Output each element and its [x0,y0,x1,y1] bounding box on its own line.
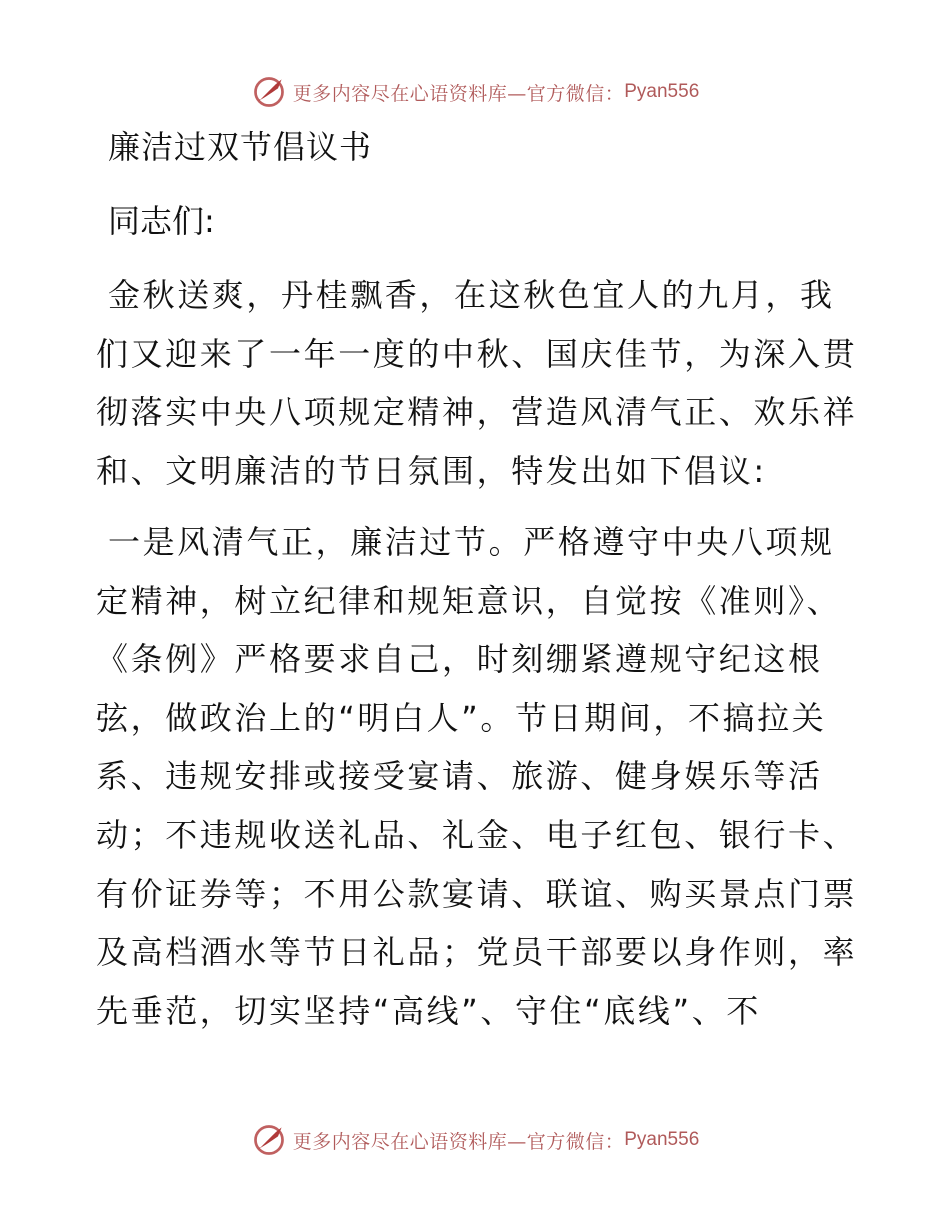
document-title: 廉洁过双节倡议书 [108,128,373,166]
watermark-wechat-id: Pyan556 [624,1129,700,1150]
text-line: 彻落实中央八项规定精神，营造风清气正、欢乐祥 [96,393,858,432]
text-line: 金秋送爽，丹桂飘香，在这秋色宜人的九月，我 [108,276,835,314]
paragraph-point-one [96,513,856,1040]
watermark-text: 更多内容尽在心语资料库—官方微信： [292,82,625,105]
text-line: 有价证券等；不用公款宴请、联谊、购买景点门票 [96,874,858,913]
text-line: 及高档酒水等节日礼品；党员干部要以身作则，率 [96,933,858,972]
text-line: 们又迎来了一年一度的中秋、国庆佳节，为深入贯 [96,334,858,373]
text-line: 一是风清气正，廉洁过节。严格遵守中央八项规 [108,523,835,561]
text-line: 弦，做政治上的“明白人”。节日期间，不搞拉关 [96,698,827,737]
salutation: 同志们: [108,202,215,240]
text-line: 和、文明廉洁的节日氛围，特发出如下倡议: [96,451,767,490]
text-line: 定精神，树立纪律和规矩意识，自觉按《准则》、 [96,581,842,620]
quill-pen-logo-icon [251,74,287,110]
text-line: 系、违规安排或接受宴请、旅游、健身娱乐等活 [96,757,823,796]
watermark-wechat-id: Pyan556 [624,81,700,102]
watermark-header [0,70,950,114]
quill-pen-logo-icon [251,1122,287,1158]
text-line: 先垂范，切实坚持“高线”、守住“底线”、不 [96,991,761,1030]
watermark-text: 更多内容尽在心语资料库—官方微信： [292,1130,625,1153]
text-line: 《条例》严格要求自己，时刻绷紧遵规守纪这根 [96,640,823,679]
text-line: 动；不违规收送礼品、礼金、电子红包、银行卡、 [96,815,858,854]
watermark-footer [0,1118,950,1162]
paragraph-intro [96,266,856,500]
